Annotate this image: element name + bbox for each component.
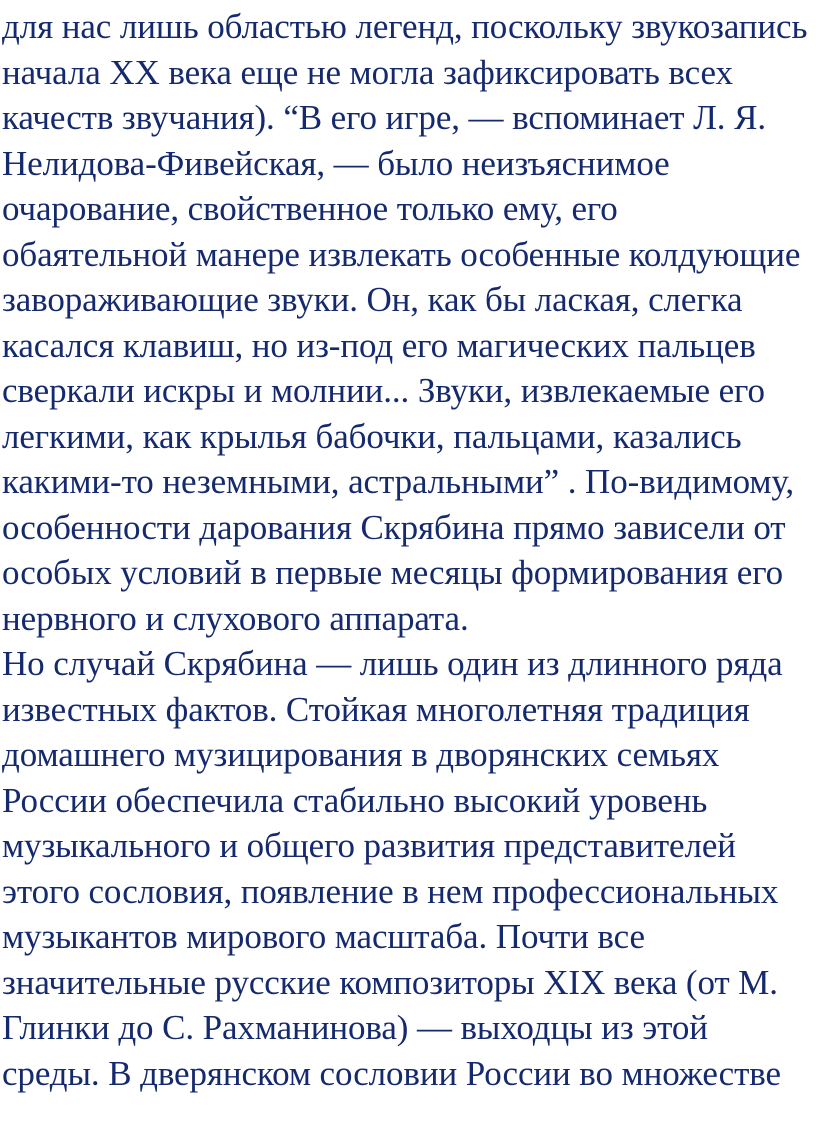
text-line: завораживающие звуки. Он, как бы лаская, слегка xyxy=(2,280,743,319)
document-text xyxy=(2,4,814,1096)
text-line: касался клавиш, но из-под его магических пальцев xyxy=(2,325,756,365)
text-line: домашнего музицирования в дворянских семьях xyxy=(2,735,720,774)
text-line: особых условий в первые месяцы формирования его xyxy=(2,553,784,592)
text-line: сверкали искры и молнии... Звуки, извлекаемые его xyxy=(2,371,765,410)
text-line: этого сословия, появление в нем профессиональных xyxy=(2,871,779,911)
text-line: музыкантов мирового масштаба. Почти все xyxy=(2,917,645,956)
text-line: Глинки до С. Рахманинова) — выходцы из этой xyxy=(2,1008,708,1047)
text-line: среды. В дверянском сословии России во множестве xyxy=(2,1053,781,1093)
text-line: известных фактов. Стойкая многолетняя традиция xyxy=(2,689,750,729)
text-line: качеств звучания). “В его игре, — вспоминает Л. Я. xyxy=(2,98,766,137)
text-line: для нас лишь областью легенд, поскольку звукозапись xyxy=(2,7,808,46)
text-line: особенности дарования Скрябина прямо зависели от xyxy=(2,507,786,547)
text-line: легкими, как крылья бабочки, пальцами, казались xyxy=(2,416,742,456)
text-line: какими-то неземными, астральными” . По-видимому, xyxy=(2,462,794,501)
text-line: обаятельной манере извлекать особенные колдующие xyxy=(2,234,801,274)
text-line: начала XX века еще не могла зафиксировать всех xyxy=(2,52,733,92)
text-line: музыкального и общего развития представителей xyxy=(2,826,736,865)
text-line: Но случай Скрябина — лишь один из длинного ряда xyxy=(2,644,783,683)
text-line: Нелидова-Фивейская, — было неизъяснимое xyxy=(2,143,670,183)
text-line: нервного и слухового аппарата. xyxy=(2,598,469,638)
text-line: России обеспечила стабильно высокий уровень xyxy=(2,780,708,820)
text-line: очарование, свойственное только ему, его xyxy=(2,189,618,228)
text-line: значительные русские композиторы XIX века (от М. xyxy=(2,962,778,1002)
